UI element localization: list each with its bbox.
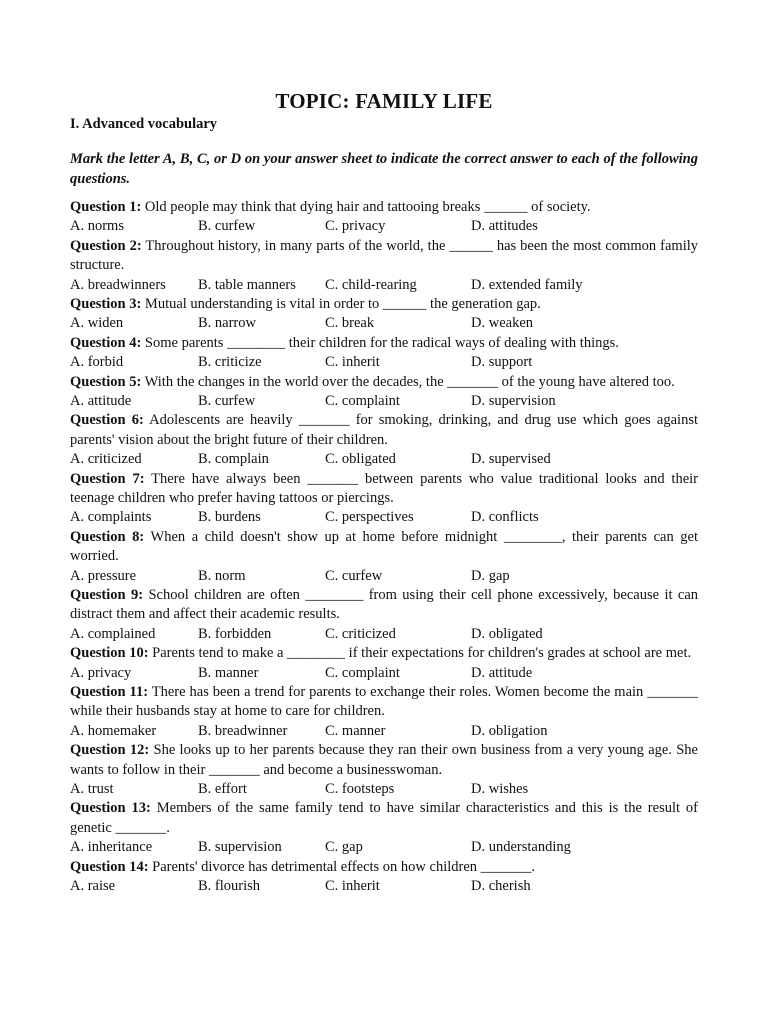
question-item [70,411,698,469]
answer-option-b: B. breadwinner [198,722,288,739]
question-text: She looks up to her parents because they ran their own business from a very young age. She wants to follow in their _______ and become a businesswoman. [70,742,698,778]
answer-option-c: C. child-rearing [325,276,417,293]
question-item [70,334,698,373]
answer-option-a: A. forbid [70,354,124,371]
question-item [70,683,698,741]
question-item [70,295,698,334]
answer-option-a: A. complaints [70,509,152,526]
question-item [70,741,698,799]
answer-options [70,276,698,295]
question-number: Question 5: [70,373,142,390]
question-number: Question 1: [70,199,142,215]
answer-option-a: A. inheritance [70,839,153,856]
answer-option-b: B. complain [198,451,269,468]
answer-option-b: B. table manners [198,276,296,293]
question-number: Question 11: [70,684,149,700]
question-text: There has been a trend for parents to exchange their roles. Women become the main _______ while their husbands stay at home to care for children. [70,684,698,720]
question-item [70,586,698,644]
answer-option-c: C. curfew [325,567,383,584]
answer-option-b: B. flourish [198,878,261,895]
answer-options [70,508,698,527]
answer-option-b: B. supervision [198,839,282,856]
answer-option-d: D. extended family [471,276,583,293]
answer-option-c: C. criticized [325,625,396,642]
answer-options [70,450,698,469]
question-item [70,528,698,586]
answer-option-b: B. curfew [198,218,256,235]
question-text: Old people may think that dying hair and tattooing breaks ______ of society. [141,199,591,215]
question-number: Question 4: [70,334,142,351]
question-stem [70,411,698,450]
question-number: Question 8: [70,528,145,545]
answer-option-a: A. pressure [70,567,137,584]
question-stem [70,334,698,353]
question-text: School children are often ________ from using their cell phone excessively, because it can distract them and affect their academic results. [70,587,699,623]
answer-option-c: C. manner [325,722,386,739]
question-stem [70,470,698,509]
answer-option-a: A. privacy [70,664,132,681]
question-number: Question 2: [70,237,142,254]
answer-option-c: C. inherit [325,354,380,371]
answer-option-c: C. footsteps [325,781,395,798]
page-title: TOPIC: FAMILY LIFE [275,89,493,113]
question-list [70,198,698,896]
answer-option-d: D. gap [471,567,510,584]
answer-option-b: B. criticize [198,354,262,371]
question-stem [70,373,698,392]
answer-option-d: D. conflicts [471,509,539,526]
answer-options [70,567,698,586]
instruction-text: Mark the letter A, B, C, or D on your answer sheet to indicate the correct answer to each of the following questions. [70,151,698,187]
question-number: Question 12: [70,742,150,759]
answer-option-d: D. obligated [471,625,543,642]
question-text: Throughout history, in many parts of the world, the ______ has been the most common family structure. [70,237,699,274]
answer-option-c: C. break [325,315,375,332]
answer-option-d: D. weaken [471,315,534,332]
question-stem [70,799,698,838]
question-text: When a child doesn't show up at home before midnight ________, their parents can get worried. [70,528,698,565]
answer-option-a: A. criticized [70,451,142,468]
answer-option-a: A. widen [70,315,124,332]
answer-option-b: B. forbidden [198,625,272,642]
answer-option-c: C. complaint [325,664,400,681]
question-item [70,644,698,683]
answer-option-d: D. support [471,354,533,371]
answer-option-a: A. raise [70,878,116,895]
answer-option-d: D. supervised [471,451,551,468]
question-stem [70,644,698,663]
answer-option-a: A. complained [70,625,156,642]
question-number: Question 6: [70,412,144,429]
question-text: With the changes in the world over the decades, the _______ of the young have altered too. [141,373,675,390]
question-stem [70,237,698,276]
question-stem [70,741,698,780]
question-number: Question 10: [70,645,149,662]
answer-options [70,392,698,411]
answer-option-a: A. breadwinners [70,276,166,293]
answer-option-b: B. curfew [198,393,256,409]
question-text: Members of the same family tend to have similar characteristics and this is the result of genetic _______. [70,800,699,836]
answer-options [70,838,698,857]
question-text: Parents tend to make a ________ if their expectations for children's grades at school are met. [148,645,692,662]
answer-option-d: D. supervision [471,393,556,409]
question-text: There have always been _______ between parents who value traditional looks and their teenage children who prefer having tattoos or piercings. [70,470,698,506]
answer-option-b: B. effort [198,781,247,798]
answer-option-c: C. privacy [325,218,386,235]
answer-option-a: A. attitude [70,393,132,409]
question-number: Question 13: [70,800,151,817]
answer-option-b: B. manner [198,664,259,681]
answer-option-a: A. trust [70,781,114,798]
answer-option-b: B. burdens [198,509,261,526]
answer-option-c: C. perspectives [325,509,414,526]
answer-options [70,877,698,896]
question-item [70,858,698,897]
answer-option-a: A. homemaker [70,722,157,739]
question-number: Question 9: [70,587,144,603]
question-stem [70,586,698,625]
question-text: Adolescents are heavily _______ for smoking, drinking, and drug use which goes against parents' vision about the bright future of their children. [70,412,698,448]
answer-option-c: C. gap [325,839,363,856]
answer-options [70,314,698,333]
answer-option-d: D. obligation [471,722,548,739]
question-item [70,373,698,412]
question-text: Some parents ________ their children for the radical ways of dealing with things. [141,334,619,351]
answer-options [70,625,698,644]
question-number: Question 14: [70,858,149,875]
question-stem [70,295,698,314]
question-item [70,799,698,857]
question-stem [70,528,698,567]
answer-options [70,780,698,799]
answer-options [70,722,698,741]
answer-option-b: B. narrow [198,315,256,332]
answer-option-d: D. attitude [471,664,533,681]
question-number: Question 3: [70,296,142,312]
question-stem [70,198,698,217]
question-stem [70,858,698,877]
question-text: Parents' divorce has detrimental effects on how children _______. [148,858,536,875]
question-item [70,237,698,295]
answer-option-b: B. norm [198,567,246,584]
question-stem [70,683,698,722]
section-heading: I. Advanced vocabulary [70,116,218,132]
answer-option-c: C. complaint [325,393,400,409]
answer-option-c: C. obligated [325,451,396,468]
answer-option-a: A. norms [70,218,124,235]
answer-option-d: D. understanding [471,839,571,856]
answer-option-c: C. inherit [325,878,380,895]
question-item [70,198,698,237]
answer-options [70,353,698,372]
question-text: Mutual understanding is vital in order to ______ the generation gap. [141,296,541,312]
answer-options [70,664,698,683]
question-item [70,470,698,528]
answer-option-d: D. cherish [471,878,531,895]
question-number: Question 7: [70,470,145,487]
answer-option-d: D. wishes [471,781,529,798]
answer-option-d: D. attitudes [471,218,538,235]
answer-options [70,217,698,236]
